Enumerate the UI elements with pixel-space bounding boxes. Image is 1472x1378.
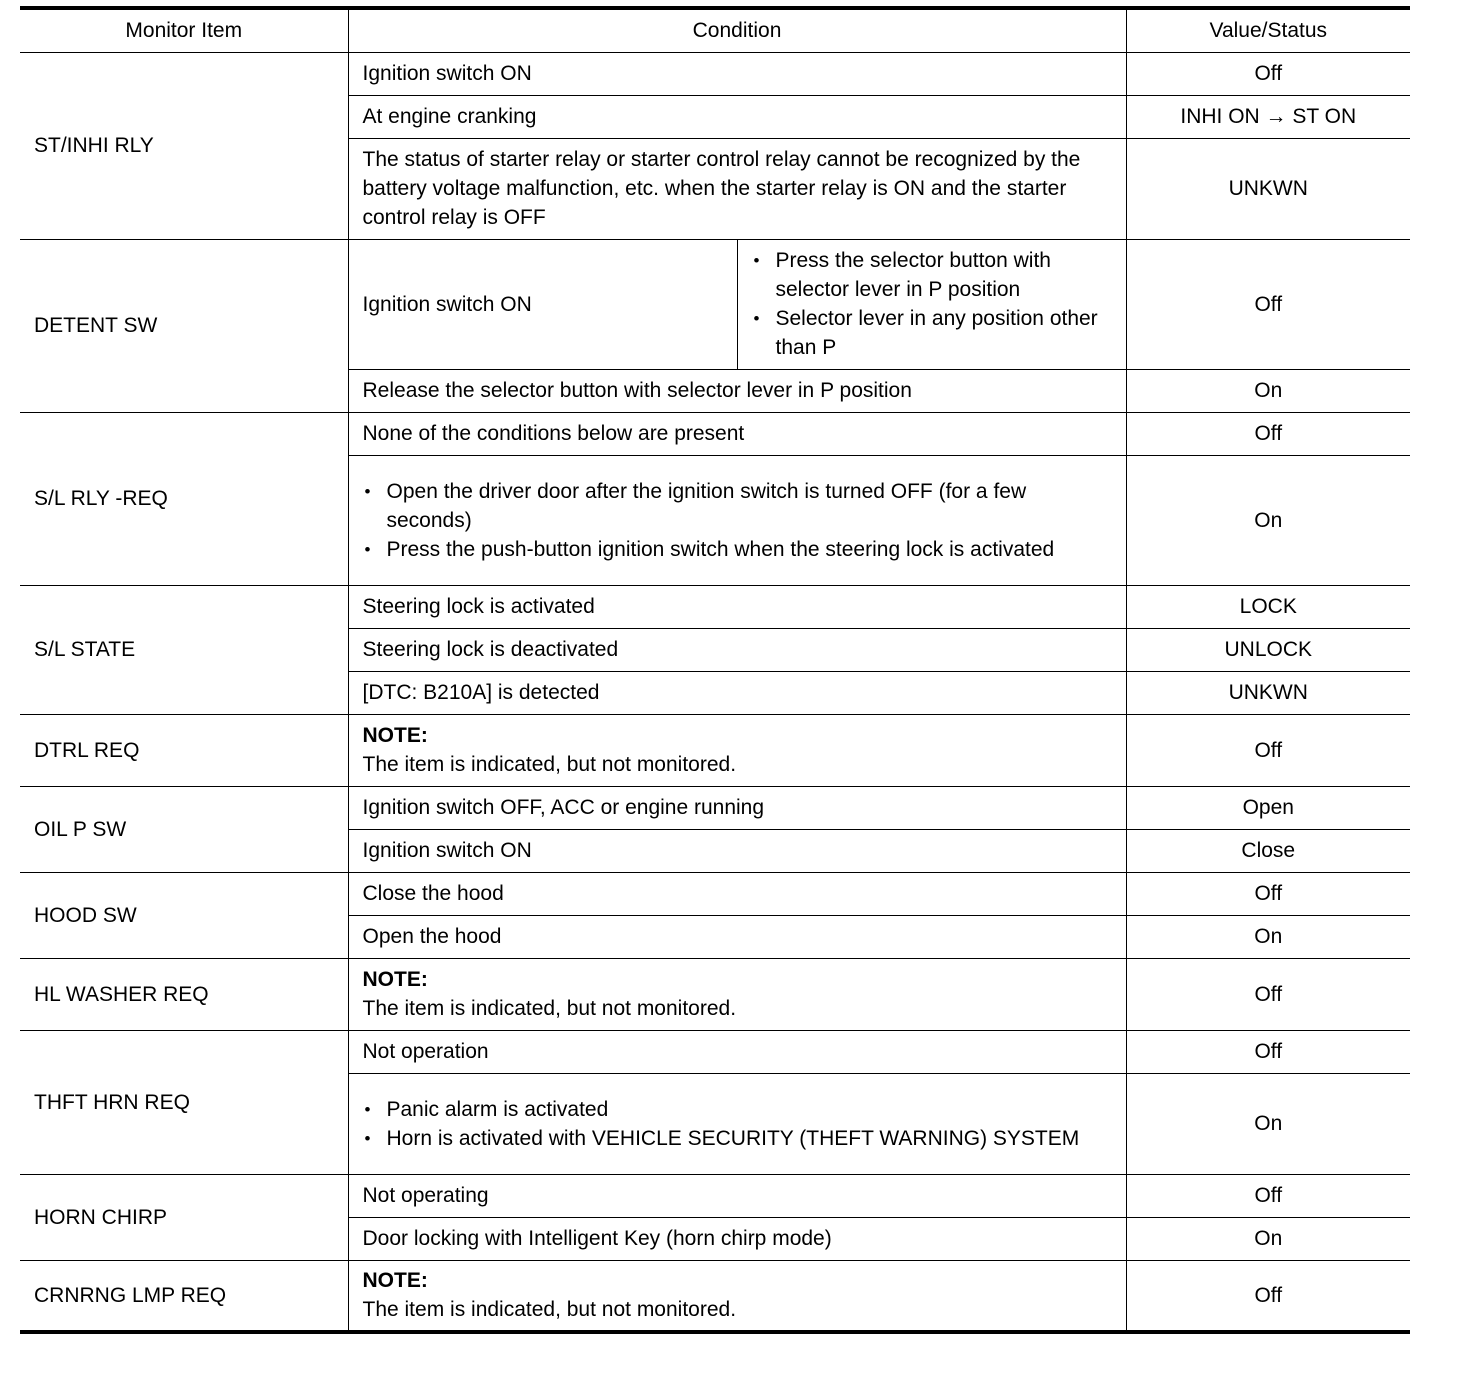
monitor-item-cell: HL WASHER REQ xyxy=(20,958,348,1030)
condition-cell: Not operating xyxy=(348,1174,1126,1217)
note-text: The item is indicated, but not monitored. xyxy=(362,997,737,1020)
value-cell: Off xyxy=(1126,958,1410,1030)
condition-cell: Open the hood xyxy=(348,915,1126,958)
condition-bullet-list xyxy=(752,246,1112,362)
monitor-item-cell: OIL P SW xyxy=(20,786,348,872)
table-row xyxy=(20,1174,1410,1217)
condition-cell: Steering lock is deactivated xyxy=(348,628,1126,671)
note-label: NOTE: xyxy=(362,968,428,991)
table-row xyxy=(20,1030,1410,1073)
value-cell: Off xyxy=(1126,714,1410,786)
condition-cell xyxy=(348,1260,1126,1332)
condition-cell xyxy=(348,455,1126,585)
monitor-item-cell: THFT HRN REQ xyxy=(20,1030,348,1174)
monitor-item-cell: CRNRNG LMP REQ xyxy=(20,1260,348,1332)
monitor-item-cell: HORN CHIRP xyxy=(20,1174,348,1260)
value-cell: Off xyxy=(1126,1030,1410,1073)
condition-cell: Ignition switch ON xyxy=(348,239,737,369)
value-cell: Off xyxy=(1126,872,1410,915)
value-cell: Off xyxy=(1126,1260,1410,1332)
header-value-status: Value/Status xyxy=(1126,8,1410,52)
value-cell: On xyxy=(1126,369,1410,412)
value-cell: INHI ON → ST ON xyxy=(1126,95,1410,138)
condition-cell: None of the conditions below are present xyxy=(348,412,1126,455)
condition-cell: Ignition switch OFF, ACC or engine running xyxy=(348,786,1126,829)
note-text: The item is indicated, but not monitored. xyxy=(362,1298,737,1322)
table-row xyxy=(20,585,1410,628)
condition-bullet-list xyxy=(363,1095,1112,1153)
value-cell: LOCK xyxy=(1126,585,1410,628)
table-row xyxy=(20,786,1410,829)
list-item: • Press the push-button ignition switch when the steering lock is activated xyxy=(363,535,1112,564)
note-label: NOTE: xyxy=(362,724,428,747)
list-item: • Selector lever in any position other than P xyxy=(752,304,1112,362)
note-label: NOTE: xyxy=(362,1269,428,1293)
condition-cell: The status of starter relay or starter control relay cannot be recognized by the battery voltage malfunction, etc. when the starter relay is ON and the starter control relay is OFF xyxy=(348,138,1126,239)
monitor-item-table xyxy=(20,6,1410,1334)
monitor-item-cell: DTRL REQ xyxy=(20,714,348,786)
condition-cell: Close the hood xyxy=(348,872,1126,915)
table-header-row xyxy=(20,8,1410,52)
value-cell: Off xyxy=(1126,52,1410,95)
condition-cell: At engine cranking xyxy=(348,95,1126,138)
condition-cell: Door locking with Intelligent Key (horn chirp mode) xyxy=(348,1217,1126,1260)
condition-subcell xyxy=(737,239,1126,369)
value-cell: UNKWN xyxy=(1126,671,1410,714)
header-condition: Condition xyxy=(348,8,1126,52)
value-cell: UNKWN xyxy=(1126,138,1410,239)
table-row xyxy=(20,872,1410,915)
monitor-item-cell: ST/INHI RLY xyxy=(20,52,348,239)
condition-cell: Ignition switch ON xyxy=(348,52,1126,95)
value-cell: On xyxy=(1126,455,1410,585)
condition-cell: Not operation xyxy=(348,1030,1126,1073)
condition-cell: Release the selector button with selector lever in P position xyxy=(348,369,1126,412)
value-cell: Open xyxy=(1126,786,1410,829)
table-row xyxy=(20,412,1410,455)
table-row xyxy=(20,1260,1410,1332)
value-cell: Off xyxy=(1126,412,1410,455)
condition-cell: [DTC: B210A] is detected xyxy=(348,671,1126,714)
value-cell: On xyxy=(1126,1073,1410,1174)
table-row xyxy=(20,714,1410,786)
list-item: • Press the selector button with selector lever in P position xyxy=(752,246,1112,304)
monitor-item-cell: S/L RLY -REQ xyxy=(20,412,348,585)
table-row xyxy=(20,239,1410,369)
note-text: The item is indicated, but not monitored. xyxy=(362,753,737,776)
condition-cell: Ignition switch ON xyxy=(348,829,1126,872)
condition-cell: Steering lock is activated xyxy=(348,585,1126,628)
table-row xyxy=(20,52,1410,95)
monitor-item-cell: HOOD SW xyxy=(20,872,348,958)
list-item: • Horn is activated with VEHICLE SECURITY (THEFT WARNING) SYSTEM xyxy=(363,1124,1112,1153)
list-item: • Panic alarm is activated xyxy=(363,1095,1112,1124)
value-cell: On xyxy=(1126,1217,1410,1260)
monitor-item-cell: DETENT SW xyxy=(20,239,348,412)
value-cell: Off xyxy=(1126,1174,1410,1217)
list-item: • Open the driver door after the ignition switch is turned OFF (for a few seconds) xyxy=(363,477,1112,535)
monitor-item-cell: S/L STATE xyxy=(20,585,348,714)
header-monitor-item: Monitor Item xyxy=(20,8,348,52)
condition-cell xyxy=(348,714,1126,786)
value-cell: Off xyxy=(1126,239,1410,369)
condition-cell xyxy=(348,958,1126,1030)
value-cell: Close xyxy=(1126,829,1410,872)
value-cell: On xyxy=(1126,915,1410,958)
condition-bullet-list xyxy=(363,477,1112,564)
table-row xyxy=(20,958,1410,1030)
condition-cell xyxy=(348,1073,1126,1174)
value-cell: UNLOCK xyxy=(1126,628,1410,671)
